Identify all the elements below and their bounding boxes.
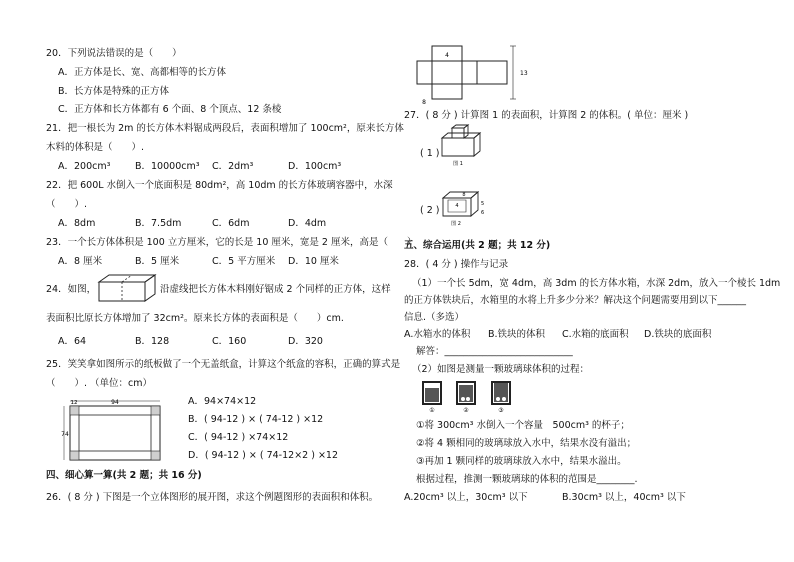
q25-stem-line1: 25．笑笑拿如图所示的纸板做了一个无盖纸盒，计算这个纸盒的容积，正确的算式是 xyxy=(46,359,401,370)
q23-stem: 23．一个长方体体积是 100 立方厘米，它的长是 10 厘米，宽是 2 厘米，高是（ ） xyxy=(46,237,417,248)
q25-option-c: C．( 94-12 ) ×74×12 xyxy=(188,432,289,443)
q27-dim-8: 8 xyxy=(462,192,466,198)
q24-option-b: B．128 xyxy=(135,336,170,347)
net-side-label: 13 xyxy=(520,70,528,77)
q24-stem-post: 沿虚线把长方体木料刚好锯成 2 个同样的正方体，这样 xyxy=(160,284,391,295)
cup-2-label: ② xyxy=(463,407,469,414)
cup-2 xyxy=(457,382,475,404)
q23-option-d: D．10 厘米 xyxy=(288,256,339,267)
q28-part1-line3: 信息.（多选） xyxy=(404,312,465,323)
q24-option-c: C．160 xyxy=(212,336,247,347)
section-4-heading: 四、细心算一算(共 2 题；共 16 分) xyxy=(46,470,202,481)
q28-part1-line1: （1）一个长 5dm，宽 4dm，高 3dm 的长方体水箱，水深 2dm，放入一个棱长 1dm xyxy=(412,278,781,289)
q25-option-b: B．( 94-12 ) × ( 74-12 ) ×12 xyxy=(188,414,324,425)
q23-option-b: B．5 厘米 xyxy=(135,256,180,267)
q28-answer-line: 解答：___________________________ xyxy=(416,346,573,357)
q28-step-4: 根据过程，推测一颗玻璃球的体积的范围是________. xyxy=(416,474,638,485)
q22-option-c: C．6dm xyxy=(212,218,250,229)
q24-cuboid-figure xyxy=(97,273,159,303)
q23-option-c: C．5 平方厘米 xyxy=(212,256,276,267)
q22-option-d: D．4dm xyxy=(288,218,327,229)
q27-figure-1 xyxy=(440,124,492,176)
q28-part1-line2: 的正方体铁块后，水箱里的水将上升多少分米？解决这个问题需要用到以下______ xyxy=(404,295,747,306)
q21-option-a: A．200cm³ xyxy=(58,161,111,172)
q28-option-c: C.水箱的底面积 xyxy=(562,329,629,340)
q27-figure-2 xyxy=(440,188,490,234)
q26-net-figure xyxy=(412,38,532,104)
q25-stem-line2: （ ）. （单位：cm） xyxy=(46,378,153,389)
q27-dim-4: 4 xyxy=(455,203,459,209)
q24-option-a: A．64 xyxy=(58,336,87,347)
net-top-label: 4 xyxy=(445,52,449,59)
q24-stem-line2: 表面积比原长方体增加了 32cm²。原来长方体的表面积是（ ）cm. xyxy=(46,313,344,324)
section-5-heading: 五、综合运用(共 2 题；共 12 分) xyxy=(404,240,551,251)
q25-cardboard-figure xyxy=(60,396,164,464)
q27-fig2-caption: 图 2 xyxy=(451,221,461,227)
q21-stem-line2: 木料的体积是（ ）. xyxy=(46,142,145,153)
q27-fig1-caption: 图 1 xyxy=(453,161,463,167)
q28-part2-option-a: A.20cm³ 以上，30cm³ 以下 xyxy=(404,492,528,503)
q22-option-a: A．8dm xyxy=(58,218,96,229)
q26-stem: 26．( 8 分 ) 下图是一个立体图形的展开图，求这个例题图形的表面积和体积。 xyxy=(46,492,379,503)
q28-cups-figure xyxy=(420,380,520,414)
q20-stem: 20．下列说法错误的是（ ） xyxy=(46,48,182,59)
q27-dim-5: 5 xyxy=(481,201,485,207)
q21-option-c: C．2dm³ xyxy=(212,161,254,172)
q25-option-d: D．( 94-12 ) × ( 74-12×2 ) ×12 xyxy=(188,450,339,461)
q25-fig-height-label: 74 xyxy=(61,431,69,438)
q21-option-b: B．10000cm³ xyxy=(135,161,200,172)
q22-option-b: B．7.5dm xyxy=(135,218,182,229)
q27-part2-label: ( 2 ) xyxy=(420,205,440,216)
q28-option-a: A.水箱水的体积 xyxy=(404,329,471,340)
q22-stem-line2: （ ）. xyxy=(46,199,88,210)
q20-option-c: C．正方体和长方体都有 6 个面、8 个顶点、12 条棱 xyxy=(58,104,282,115)
q21-option-d: D．100cm³ xyxy=(288,161,342,172)
q27-stem: 27．( 8 分 ) 计算图 1 的表面积，计算图 2 的体积。( 单位：厘米 ) xyxy=(404,110,689,121)
q21-stem-line1: 21．把一根长为 2m 的长方体木料锯成两段后，表面积增加了 100cm²，原来长方体 xyxy=(46,123,404,134)
q24-option-d: D．320 xyxy=(288,336,323,347)
q28-option-b: B.铁块的体积 xyxy=(488,329,546,340)
q28-step-1: ①将 300cm³ 水倒入一个容量 500cm³ 的杯子； xyxy=(416,420,630,431)
q25-option-a: A．94×74×12 xyxy=(188,396,257,407)
q24-stem-pre: 24．如图， xyxy=(46,284,97,295)
q28-option-d: D.铁块的底面积 xyxy=(644,329,712,340)
q28-step-3: ③再加 1 颗同样的玻璃球放入水中，结果水溢出。 xyxy=(416,456,627,467)
q28-part2-intro: （2）如图是测量一颗玻璃球体积的过程： xyxy=(412,364,590,375)
q27-part1-label: ( 1 ) xyxy=(420,148,440,159)
cup-3-label: ③ xyxy=(498,407,504,414)
q28-heading: 28．( 4 分 ) 操作与记录 xyxy=(404,259,509,270)
q20-option-a: A．正方体是长、宽、高都相等的长方体 xyxy=(58,67,226,78)
q20-option-b: B．长方体是特殊的正方体 xyxy=(58,86,170,97)
cup-3 xyxy=(492,382,510,404)
net-bottom-label: 8 xyxy=(422,99,426,104)
q23-option-a: A．8 厘米 xyxy=(58,256,103,267)
q22-stem-line1: 22．把 600L 水倒入一个底面积是 80dm²，高 10dm 的长方体玻璃容器中，水深 xyxy=(46,180,393,191)
q28-step-2: ②将 4 颗相同的玻璃球放入水中，结果水没有溢出； xyxy=(416,438,637,449)
q28-part2-option-b: B.30cm³ 以上，40cm³ 以下 xyxy=(562,492,686,503)
q25-fig-width-label: 94 xyxy=(111,399,119,406)
cup-1-label: ① xyxy=(429,407,435,414)
q27-dim-6: 6 xyxy=(481,210,485,216)
q25-fig-corner-label: 12 xyxy=(70,400,78,406)
cup-1 xyxy=(423,382,441,404)
